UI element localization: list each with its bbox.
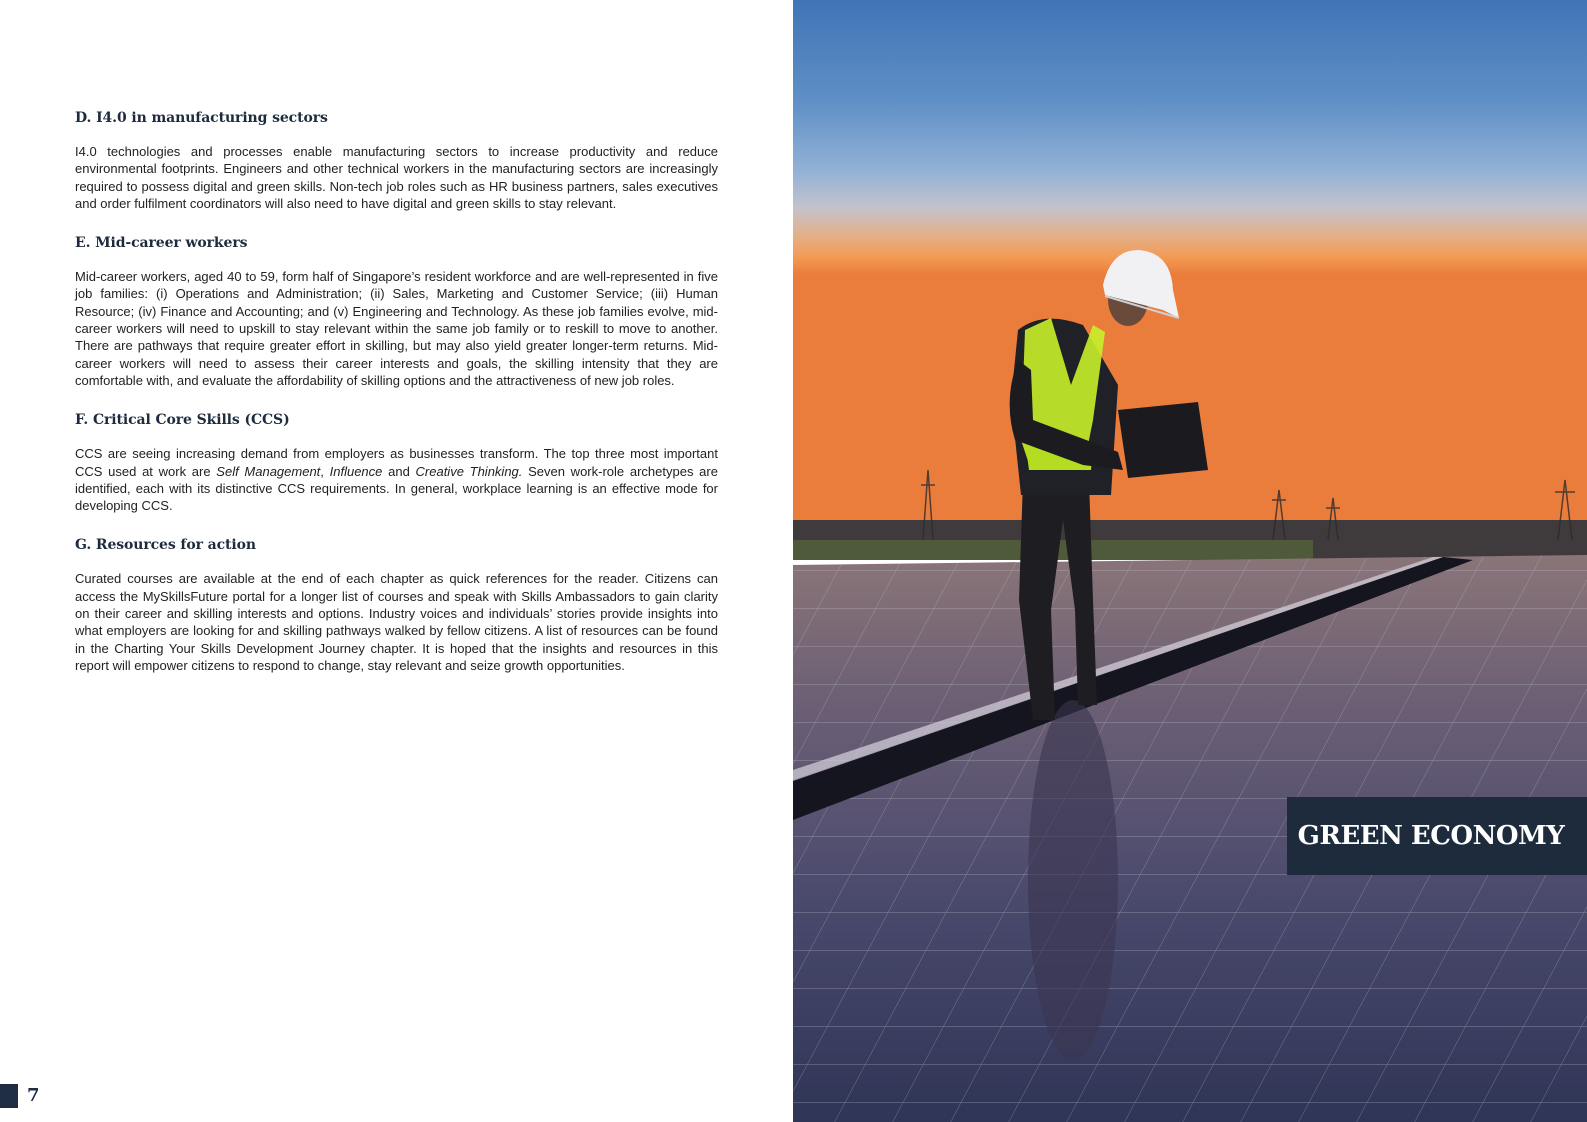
page-number: 7 (27, 1085, 40, 1106)
report-content (75, 108, 718, 695)
section-body: Mid-career workers, aged 40 to 59, form half of Singapore’s resident workforce and are well-represented in five job families: (i) Operations and Administration; (ii) Sales, Marketing and Customer Service; (iii) Human Resource; (iv) Finance and Accounting; and (v) Engineering and Technology. As these job families evolve, mid-career workers will need to upskill to stay relevant within the same job family or to reskill to move to another. There are pathways that require greater effort in skilling, but may also yield greater longer-term returns. Mid-career workers will need to assess their career interests and goals, the skilling intensity that they are comfortable with, and evaluate the affordability of skilling options and the attractiveness of new job roles. (75, 269, 718, 388)
section-heading: E. Mid-career workers (75, 235, 248, 252)
banner-label: GREEN ECONOMY (1297, 821, 1565, 851)
section-banner (1287, 797, 1587, 875)
body-text: , (320, 463, 330, 479)
section-i40-manufacturing (75, 108, 718, 212)
section-heading: D. I4.0 in manufacturing sectors (75, 110, 328, 126)
section-resources-for-action (75, 535, 718, 674)
body-text: Seven work-role archetypes are identified, each with its distinctive CCS requirements. In general, workplace learning is an effective mode for developing CCS. (75, 463, 718, 514)
section-critical-core-skills (75, 410, 718, 514)
section-body: I4.0 technologies and processes enable manufacturing sectors to increase productivity and reduce environmental footprints. Engineers and other technical workers in the manufacturing sectors are increasingly required to possess digital and green skills. Non-tech job roles such as HR business partners, sales executives and order fulfilment coordinators will also need to have digital and green skills to stay relevant. (75, 144, 718, 211)
left-page (0, 0, 793, 1122)
skill-influence: Influence (329, 463, 383, 479)
section-mid-career-workers (75, 233, 718, 389)
section-heading: F. Critical Core Skills (CCS) (75, 412, 290, 429)
section-body (75, 445, 718, 514)
section-heading: G. Resources for action (75, 537, 256, 554)
photo-illustration (793, 0, 1587, 1122)
solar-worker-photo (793, 0, 1587, 1122)
page-number-marker (0, 1084, 18, 1108)
section-body: Curated courses are available at the end of each chapter as quick references for the reader. Citizens can access the MySkillsFuture portal for a longer list of courses and speak with Skills Ambassadors to gain clarity on their career and skilling interests and options. Industry voices and individuals’ stories provide insights into what employers are looking for and skilling pathways walked by fellow citizens. A list of resources can be found in the Charting Your Skills Development Journey chapter. It is hoped that the insights and resources in this report will empower citizens to respond to change, stay relevant and seize growth opportunities. (75, 571, 718, 673)
body-text: and (382, 463, 416, 479)
skill-self-management: Self Management (216, 463, 321, 479)
skill-creative-thinking: Creative Thinking. (415, 463, 523, 479)
body-text: CCS are seeing increasing demand from employers as businesses transform. The top three most important CCS used at work are (75, 446, 718, 479)
